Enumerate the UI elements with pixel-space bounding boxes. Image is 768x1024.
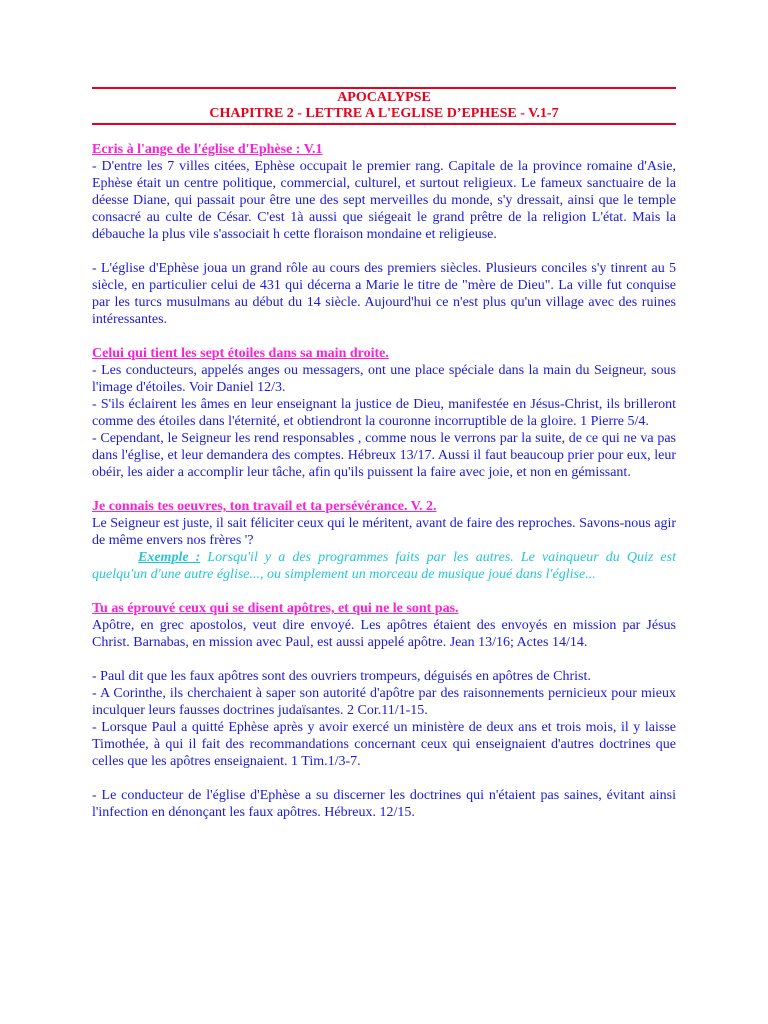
paragraph: - D'entre les 7 villes citées, Ephèse occupait le premier rang. Capitale de la province romaine d'Asie, Ephèse était un centre politique, commercial, culturel, et surtout religieux. Le fameux sanctuaire de la déesse Diane, qui passait pour être une des sept merveilles du monde, s'y dressait, ainsi que le temple consacré au culte de César. C'est 1à aussi que siégeait le grand prêtre de la religion L'état. Mais la débauche la plus vile s'associait h cette floraison mondaine et religieuse. (92, 159, 676, 242)
spacer (92, 481, 676, 498)
spacer (92, 243, 676, 260)
section-heading-oeuvres: Je connais tes oeuvres, ton travail et ta persévérance. V. 2. (92, 499, 437, 514)
spacer (92, 651, 676, 668)
paragraph: - Cependant, le Seigneur les rend responsables , comme nous le verrons par la suite, de ce qui ne va pas dans l'église, et leur demandera des comptes. Hébreux 13/17. Aussi il faut beaucoup prier pour eux, leur obéir, les aider a accomplir leur tâche, afin qu'ils puissent la faire avec joie, et non en gémissant. (92, 431, 676, 480)
example-label: Exemple : (138, 550, 201, 565)
document-title: APOCALYPSE (337, 90, 431, 105)
section-heading-etoiles: Celui qui tient les sept étoiles dans sa main droite. (92, 346, 389, 361)
paragraph: - Le conducteur de l'église d'Ephèse a su discerner les doctrines qui n'étaient pas saines, évitant ainsi l'infection en dénonçant les faux apôtres. Hébreux. 12/15. (92, 788, 676, 820)
chapter-title: CHAPITRE 2 - LETTRE A L'EGLISE D’EPHESE - V.1-7 (209, 106, 559, 121)
paragraph: Apôtre, en grec apostolos, veut dire envoyé. Les apôtres étaient des envoyés en mission par Jésus Christ. Barnabas, en mission avec Paul, est aussi appelé apôtre. Jean 13/16; Actes 14/14. (92, 618, 676, 650)
paragraph: - A Corinthe, ils cherchaient à saper son autorité d'apôtre par des raisonnements pernicieux pour mieux inculquer leurs fausses doctrines judaïsantes. 2 Cor.11/1-15. (92, 686, 676, 718)
paragraph: - Paul dit que les faux apôtres sont des ouvriers trompeurs, déguisés en apôtres de Christ. (92, 669, 591, 684)
document-body (92, 141, 676, 821)
spacer (92, 583, 676, 600)
top-rule (92, 87, 676, 89)
paragraph: - Les conducteurs, appelés anges ou messagers, ont une place spéciale dans la main du Seigneur, sous l'image d'étoiles. Voir Daniel 12/3. (92, 363, 676, 395)
section-heading-apotres: Tu as éprouvé ceux qui se disent apôtres, et qui ne le sont pas. (92, 601, 459, 616)
bottom-rule (92, 123, 676, 125)
paragraph: - Lorsque Paul a quitté Ephèse après y avoir exercé un ministère de deux ans et trois mois, il y laisse Timothée, à qui il fait des recommandations concernant ceux qui enseignaient d'autres doctrines que celles que les apôtres enseignaient. 1 Tim.1/3-7. (92, 720, 676, 769)
paragraph: - S'ils éclairent les âmes en leur enseignant la justice de Dieu, manifestée en Jésus-Christ, ils brilleront comme des étoiles dans l'éternité, et obtiendront la couronne incorruptible de la gloire. 1 Pierre 5/4. (92, 397, 676, 429)
paragraph: Le Seigneur est juste, il sait féliciter ceux qui le méritent, avant de faire des reproches. Savons-nous agir de même envers nos frères '? (92, 516, 676, 548)
example-text: Lorsqu'il y a des programmes faits par les autres. Le vainqueur du Quiz est quelqu'un d'une autre église..., ou simplement un morceau de musique joué dans l'église... (92, 550, 676, 582)
paragraph: - L'église d'Ephèse joua un grand rôle au cours des premiers siècles. Plusieurs conciles s'y tinrent au 5 siècle, en particulier celui de 431 qui décerna a Marie le titre de "mère de Dieu". La ville fut conquise par les turcs musulmans au début du 14 siècle. Aujourd'hui ce n'est plus qu'un village avec des ruines intéressantes. (92, 261, 676, 327)
section-heading-ange: Ecris à l'ange de l'église d'Ephèse : V.1 (92, 142, 323, 157)
spacer (92, 770, 676, 787)
example-paragraph (92, 549, 676, 583)
spacer (92, 328, 676, 345)
